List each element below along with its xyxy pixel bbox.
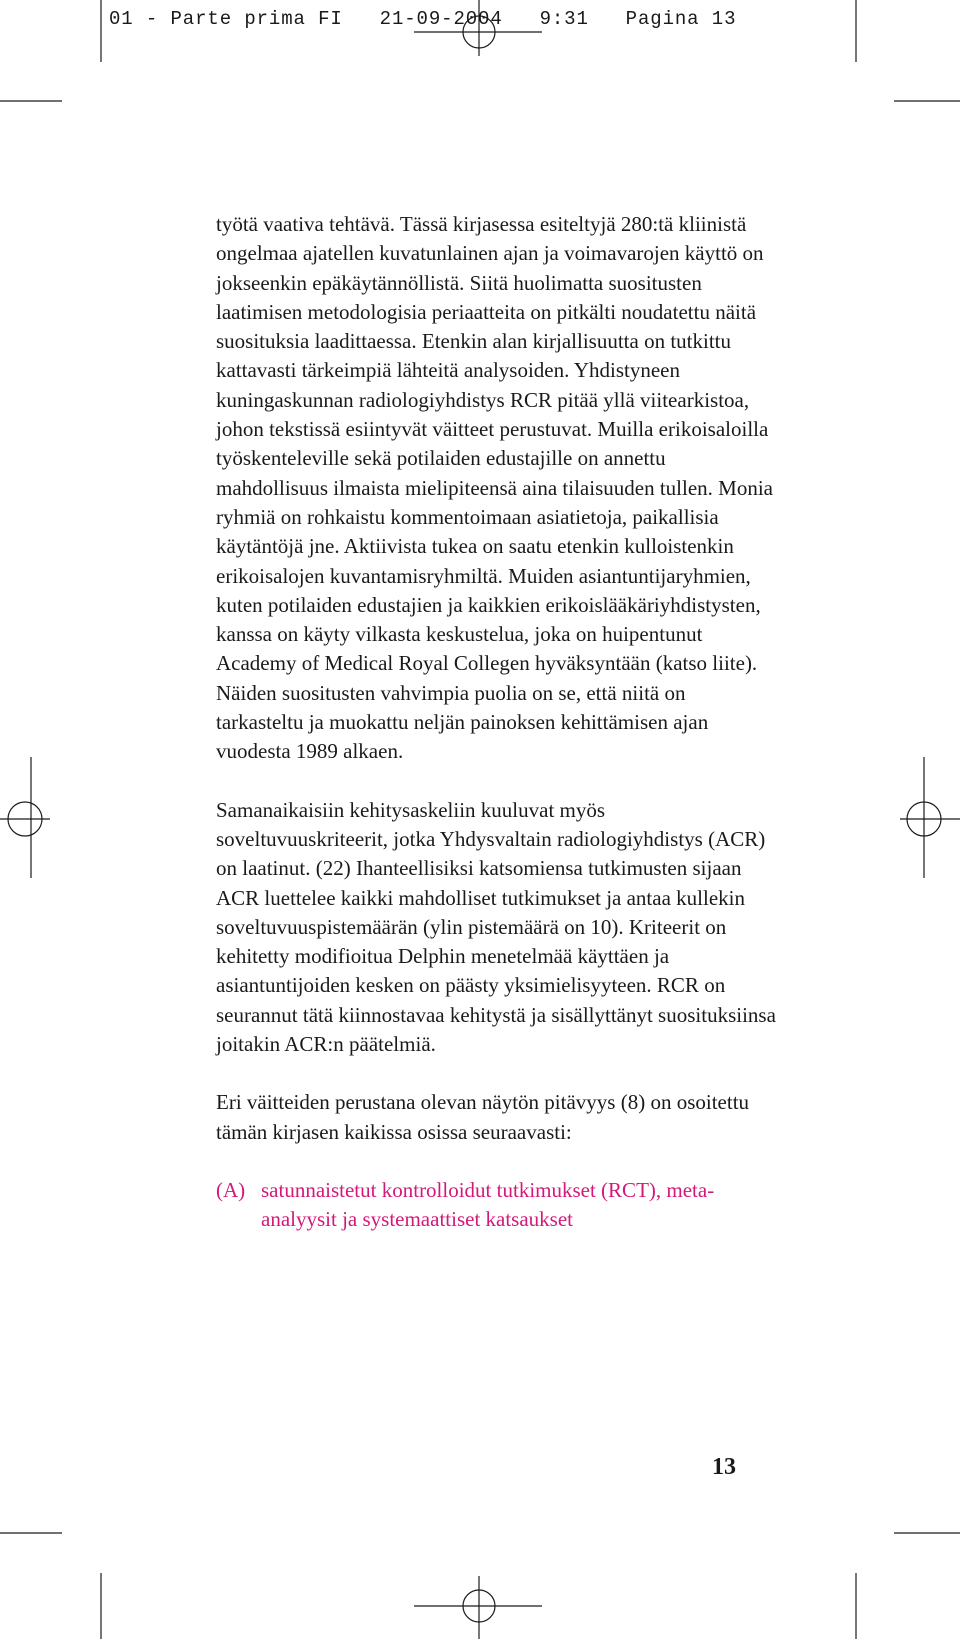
print-slug-header: 01 - Parte prima FI 21-09-2004 9:31 Pagina 13	[109, 8, 737, 30]
registration-mark-right	[900, 757, 960, 878]
paragraph-3: Eri väitteiden perustana olevan näytön pitävyys (8) on osoitettu tämän kirjasen kaikissa osissa seuraavasti:	[216, 1090, 750, 1144]
page-number: 13	[712, 1454, 736, 1480]
registration-mark-bottom	[414, 1576, 542, 1639]
registration-mark-top	[414, 0, 542, 56]
paragraph-2: Samanaikaisiin kehitysaskeliin kuuluvat myös soveltuvuuskriteerit, jotka Yhdysvaltain radiologiyhdistys (ACR) on laatinut. (22) Ihanteellisiksi katsomiensa tutkimusten sijaan ACR luettelee kaikki mahdolliset tutkimukset ja antaa kullekin soveltuvuuspistemäärän (ylin pistemäärä on 10). Kriteerit on kehitetty modifioitua Delphin menetelmää käyttäen ja asiantuntijoiden kesken on päästy yksimielisyyteen. RCR on seurannut tätä kiinnostavaa kehitystä ja sisällyttänyt suosituksiinsa joitakin ACR:n päätelmiä.	[216, 797, 776, 1057]
registration-mark-left	[0, 757, 50, 878]
body-text	[216, 210, 776, 1235]
evidence-level-list-item	[216, 1176, 776, 1235]
list-marker: (A)	[216, 1177, 246, 1202]
list-item-text: satunnaistetut kontrolloidut tutkimukset (RCT), meta-analyysit ja systemaattiset katsaukset	[261, 1177, 715, 1232]
paragraph-1: työtä vaativa tehtävä. Tässä kirjasessa esiteltyjä 280:tä kliinistä ongelmaa ajatellen kuvatunlainen ajan ja voimavarojen käyttö on jokseenkin epäkäytännöllistä. Siitä huolimatta suositusten laatimisen metodologisia periaatteita on pitkälti noudatettu näitä suosituksia laadittaessa. Etenkin alan kirjallisuutta on tutkittu kattavasti tärkeimpiä lähteitä analysoiden. Yhdistyneen kuningaskunnan radiologiyhdistys RCR pitää yllä viitearkistoa, johon tekstissä esiintyvät väitteet perustuvat. Muilla erikoisaloilla työskenteleville sekä potilaiden edustajille on annettu mahdollisuus ilmaista mielipiteensä aina tilaisuuden tullen. Monia ryhmiä on rohkaistu kommentoimaan asiatietoja, paikallisia käytäntöjä jne. Aktiivista tukea on saatu etenkin kulloistenkin erikoisalojen kuvantamisryhmiltä. Muiden asiantuntijaryhmien, kuten potilaiden edustajien ja kaikkien erikoislääkäriyhdistysten, kanssa on käyty vilkasta keskustelua, joka on huipentunut Academy of Medical Royal Collegen hyväksyntään (katso liite). Näiden suositusten vahvimpia puolia on se, että niitä on tarkasteltu ja muokattu neljän painoksen kehittämisen ajan vuodesta 1989 alkaen.	[216, 212, 773, 764]
